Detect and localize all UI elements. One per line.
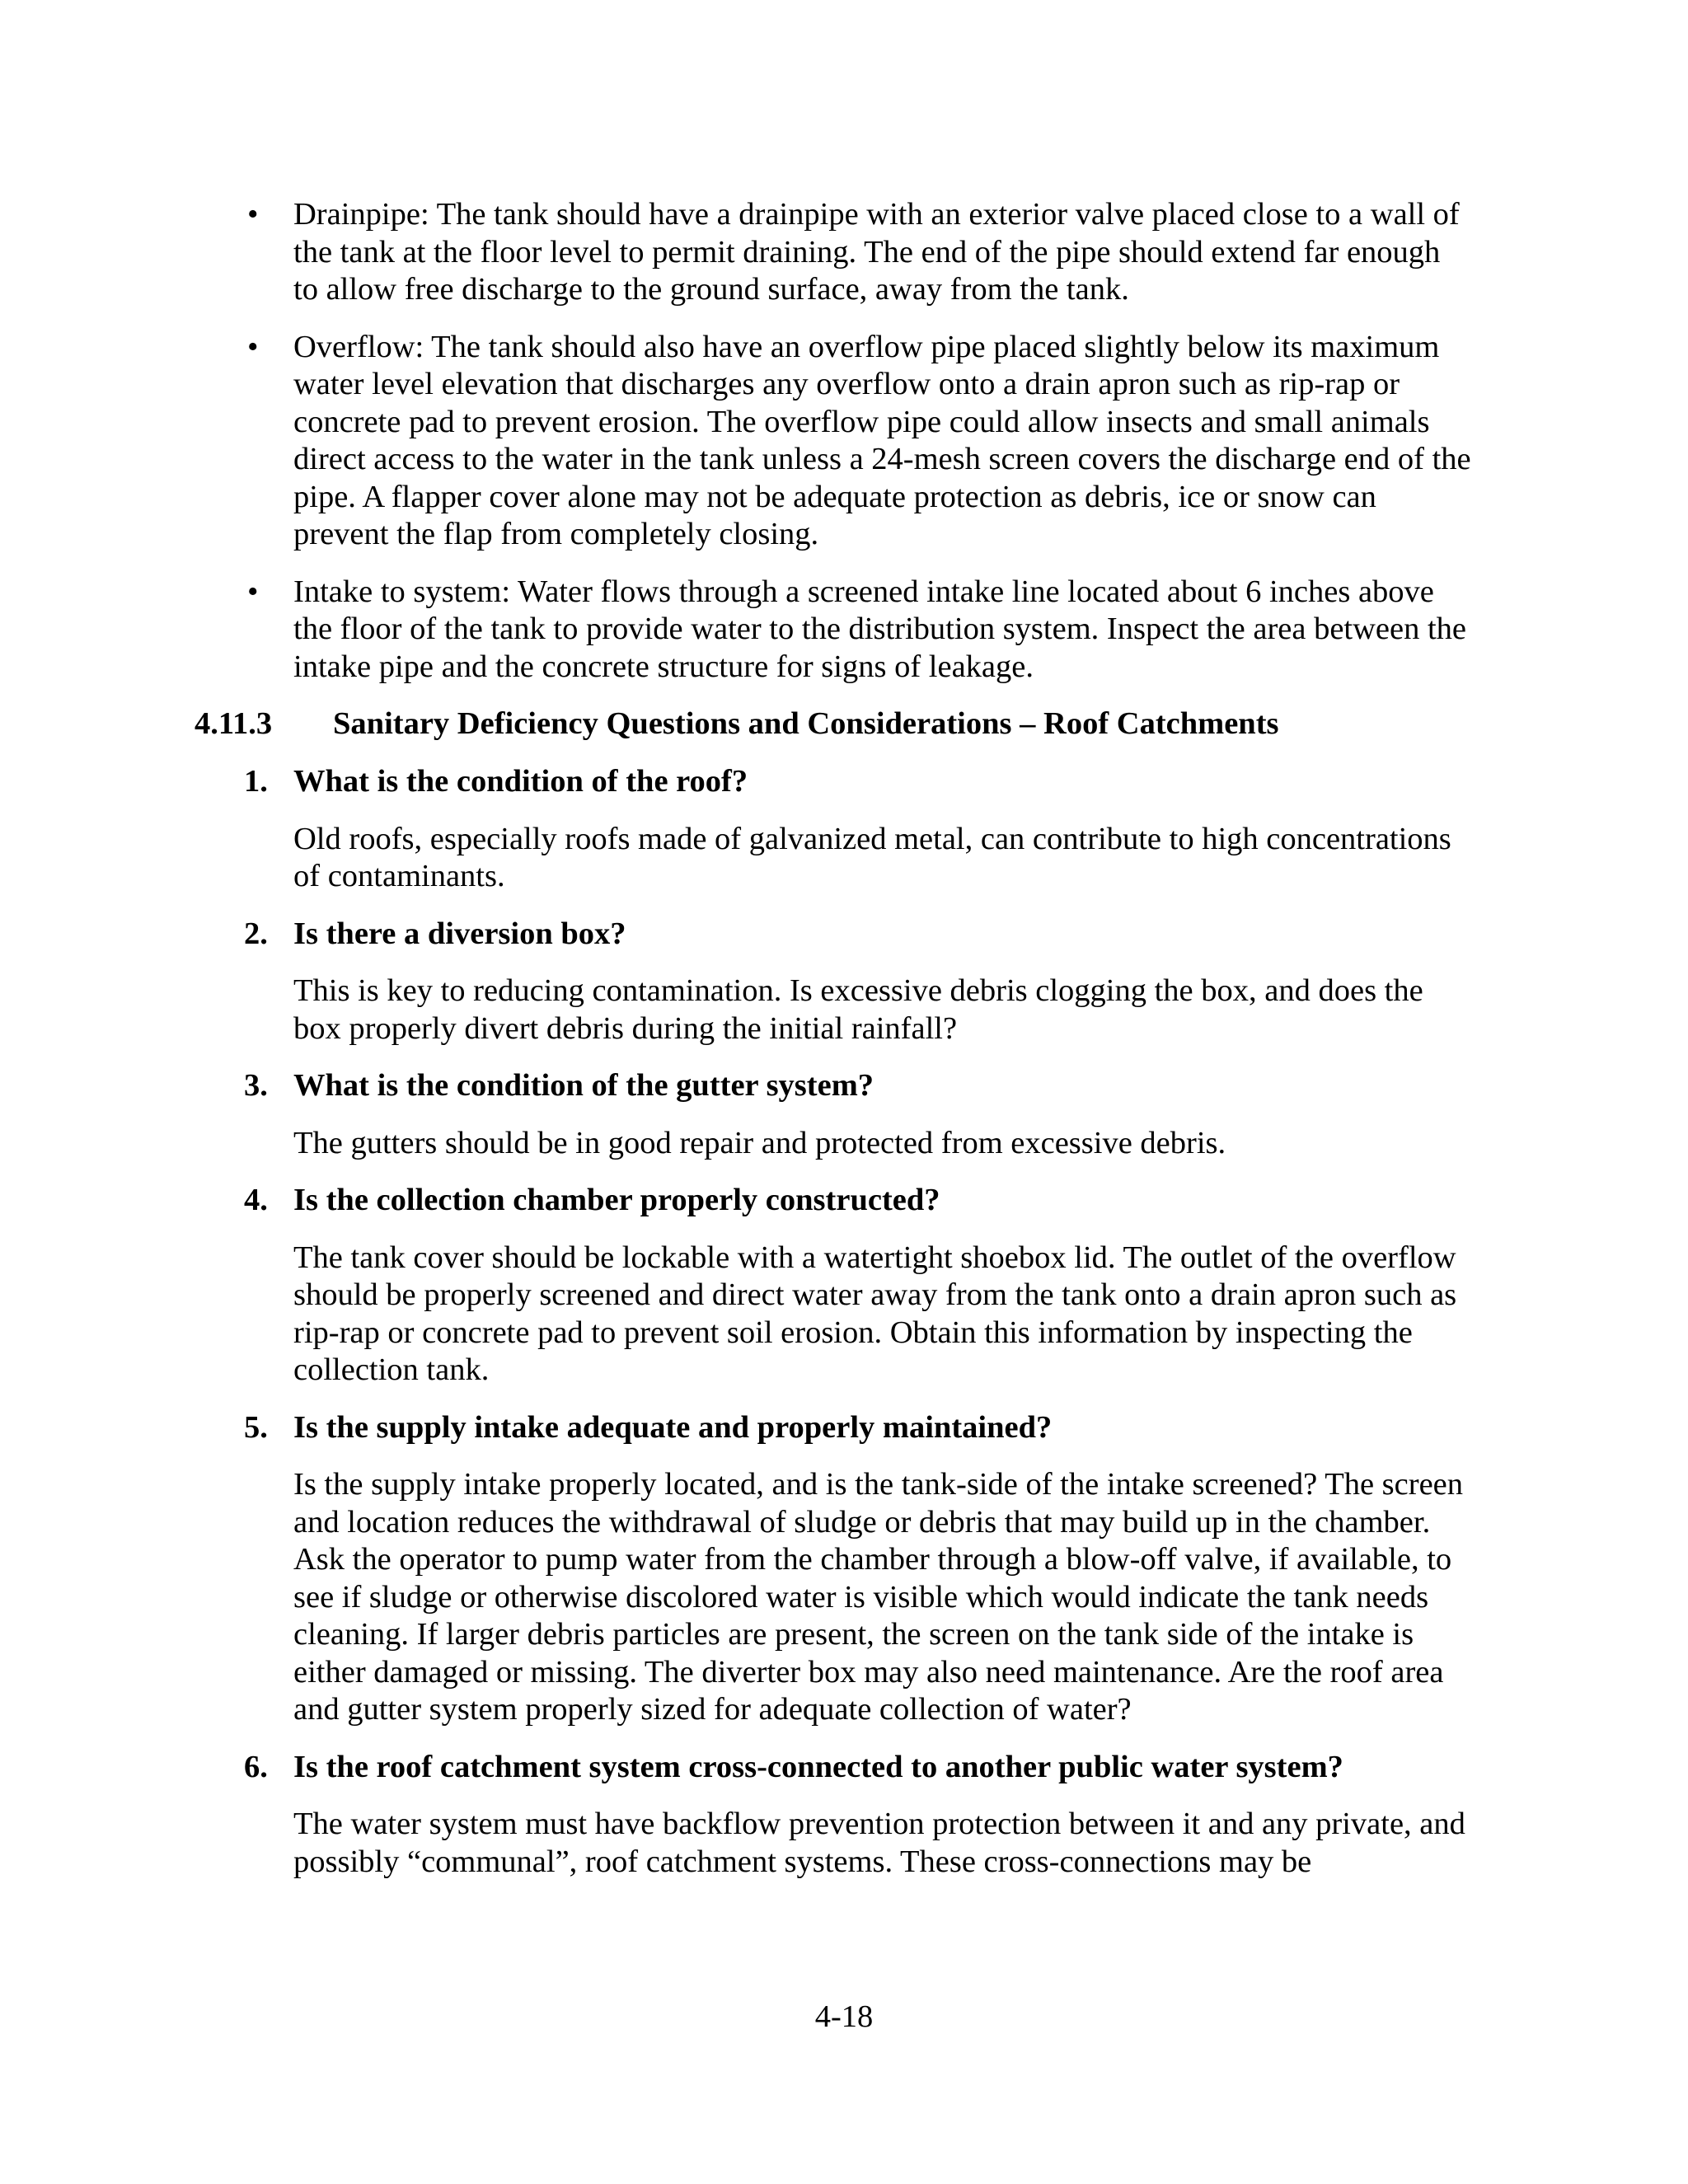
question-heading [244,1182,1472,1220]
question-answer: Old roofs, especially roofs made of galvanized metal, can contribute to high concentrations of contaminants. [293,821,1451,893]
question-text: What is the condition of the roof? [293,764,748,799]
question-number: 6. [244,1749,268,1784]
question-answer: The gutters should be in good repair and protected from excessive debris. [293,1125,1226,1160]
question-text: Is there a diversion box? [293,916,626,951]
question-item-5 [244,1409,1472,1729]
page-content [0,196,1688,1881]
question-heading [244,1749,1472,1787]
bullet-list [0,196,1688,686]
question-answer: Is the supply intake properly located, and is the tank-side of the intake screened? The screen and location reduces the withdrawal of sludge or debris that may build up in the chamber. Ask the operator to pump water from the chamber through a blow-off valve, if available, to see if sludge or otherwise discolored water is visible which would indicate the tank needs cleaning. If larger debris particles are present, the screen on the tank side of the intake is either damaged or missing. The diverter box may also need maintenance. Are the roof area and gutter system properly sized for adequate collection of water? [293,1467,1463,1727]
bullet-item-intake [247,574,1472,687]
bullet-icon: • [247,329,259,364]
question-text: Is the supply intake adequate and properly maintained? [293,1409,1053,1445]
question-item-4 [244,1182,1472,1390]
question-answer: The tank cover should be lockable with a watertight shoebox lid. The outlet of the overflow should be properly screened and direct water away from the tank onto a drain apron such as rip-rap or concrete pad to prevent soil erosion. Obtain this information by inspecting the collection tank. [293,1240,1457,1387]
bullet-icon: • [247,574,259,609]
question-heading [244,763,1472,801]
bullet-text: Drainpipe: The tank should have a drainpipe with an exterior valve placed close to a wall of the tank at the floor level to permit draining. The end of the pipe should extend far enough to allow free discharge to the ground surface, away from the tank. [293,197,1460,307]
question-number: 4. [244,1183,268,1217]
section-title: Sanitary Deficiency Questions and Considerations – Roof Catchments [333,706,1279,741]
question-text: Is the collection chamber properly constructed? [293,1183,940,1217]
question-item-3 [244,1067,1472,1162]
question-item-1 [244,763,1472,896]
bullet-text: Intake to system: Water flows through a screened intake line located about 6 inches above the floor of the tank to provide water to the distribution system. Inspect the area between the intake pipe and the concrete structure for signs of leakage. [293,574,1466,684]
question-item-2 [244,916,1472,1048]
section-number: 4.11.3 [195,706,273,741]
question-heading [244,1409,1472,1447]
page-number: 4-18 [814,1999,874,2034]
question-text: Is the roof catchment system cross-connected to another public water system? [293,1749,1343,1784]
question-number: 5. [244,1409,268,1445]
section-heading [195,705,1688,743]
question-item-6 [244,1749,1472,1882]
bullet-text: Overflow: The tank should also have an overflow pipe placed slightly below its maximum water level elevation that discharges any overflow onto a drain apron such as rip-rap or concrete pad to prevent erosion. The overflow pipe could allow insects and small animals direct access to the water in the tank unless a 24-mesh screen covers the discharge end of the pipe. A flapper cover alone may not be adequate protection as debris, ice or snow can prevent the flap from completely closing. [293,329,1471,551]
question-number: 1. [244,764,268,799]
question-heading [244,916,1472,954]
question-number: 3. [244,1068,268,1103]
question-answer: This is key to reducing contamination. Is excessive debris clogging the box, and does the box properly divert debris during the initial rainfall? [293,973,1423,1046]
question-text: What is the condition of the gutter system? [293,1068,874,1103]
bullet-icon: • [247,197,259,232]
question-heading [244,1067,1472,1105]
question-number: 2. [244,916,268,951]
bullet-item-overflow [247,329,1472,554]
question-answer: The water system must have backflow prevention protection between it and any private, and possibly “communal”, roof catchment systems. These cross-connections may be [293,1807,1465,1879]
bullet-item-drainpipe [247,196,1472,309]
